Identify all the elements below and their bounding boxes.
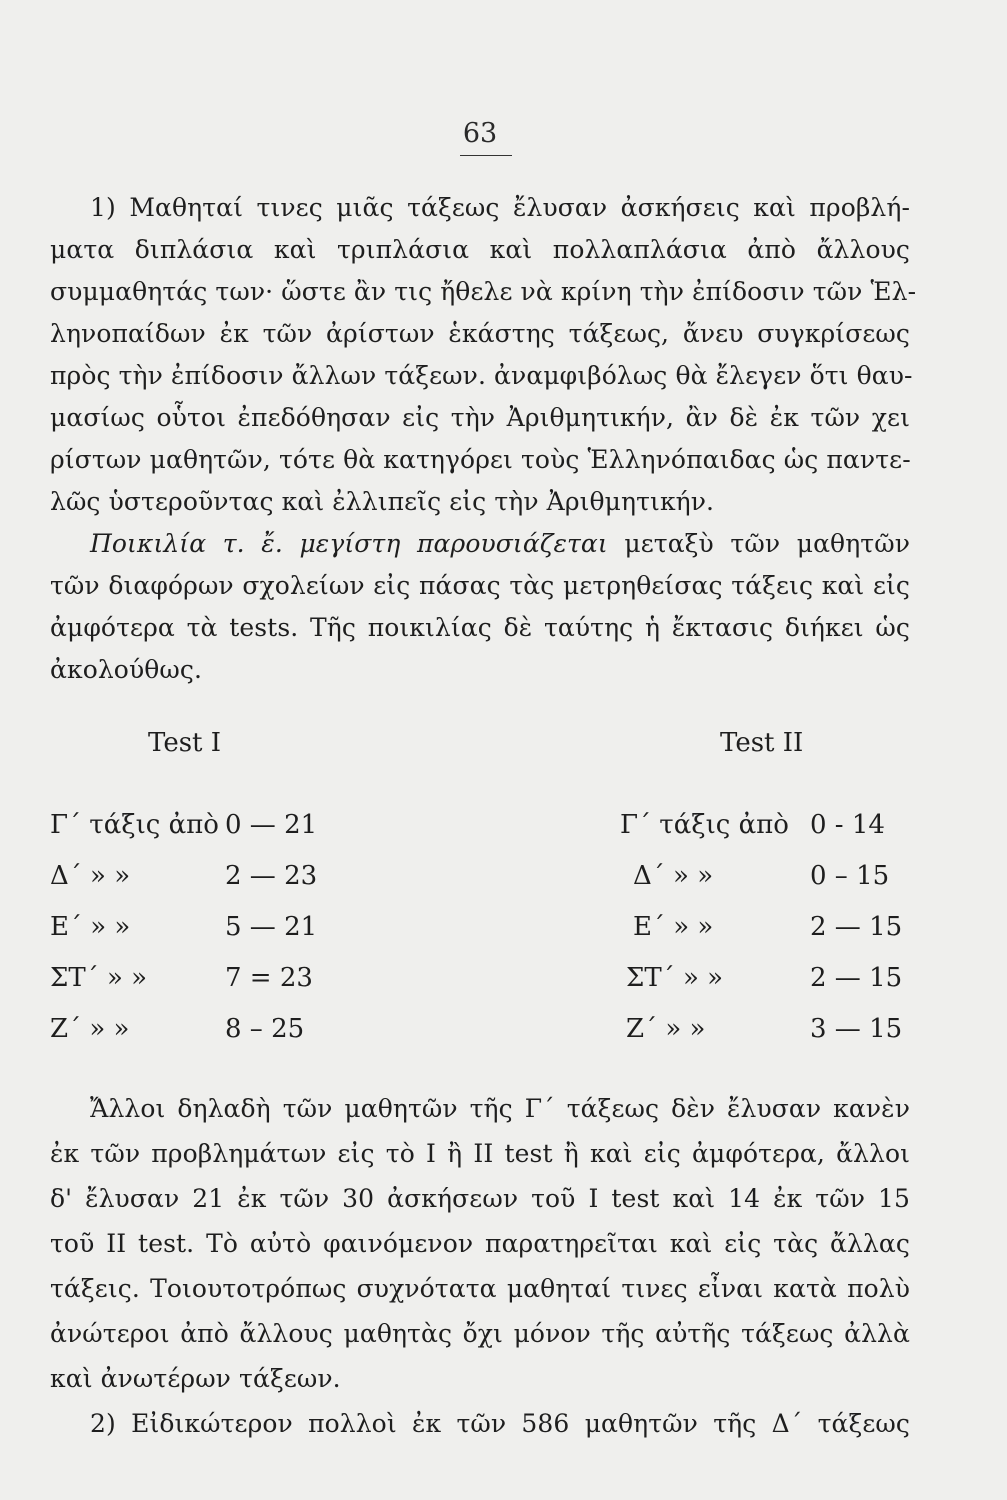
range-1: 0 — 21 bbox=[225, 810, 318, 840]
text-line: ἀμφότερα τὰ tests. Τῆς ποικιλίας δὲ ταύτης ἡ ἔκτασις διήκει ὡς bbox=[50, 613, 910, 642]
range-2: 3 — 15 bbox=[810, 1014, 903, 1044]
class-label-2: Ε΄ » » bbox=[633, 912, 714, 942]
paragraph-3 bbox=[50, 1086, 910, 1446]
class-label-1: ΣΤ΄ » » bbox=[50, 963, 148, 993]
text-line: 1) Μαθηταί τινες μιᾶς τάξεως ἔλυσαν ἀσκήσεις καὶ προβλή- bbox=[90, 193, 910, 222]
text-line: ληνοπαίδων ἐκ τῶν ἀρίστων ἑκάστης τάξεως, ἄνευ συγκρίσεως bbox=[50, 319, 910, 348]
text-line: ρίστων μαθητῶν, τότε θὰ κατηγόρει τοὺς Ἑλληνόπαιδας ὡς παντε- bbox=[50, 445, 911, 474]
range-2: 0 - 14 bbox=[810, 810, 885, 840]
table-row bbox=[50, 810, 910, 861]
table-rows bbox=[50, 810, 910, 1065]
text-line: Ἄλλοι δηλαδὴ τῶν μαθητῶν τῆς Γ΄ τάξεως δὲν ἔλυσαν κανὲν bbox=[90, 1094, 910, 1123]
text-line: συμμαθητάς των· ὥστε ἂν τις ἤθελε νὰ κρίνη τὴν ἐπίδοσιν τῶν Ἑλ- bbox=[50, 277, 917, 306]
class-label-2: ΣΤ΄ » » bbox=[626, 963, 724, 993]
text-line: ἀκολούθως. bbox=[50, 655, 203, 684]
text-line: δ' ἔλυσαν 21 ἐκ τῶν 30 ἀσκήσεων τοῦ I test καὶ 14 ἐκ τῶν 15 bbox=[50, 1184, 910, 1213]
paragraph-2-first-line bbox=[50, 523, 910, 565]
text-line: μασίως οὗτοι ἐπεδόθησαν εἰς τὴν Ἀριθμητικήν, ἂν δὲ ἐκ τῶν χει bbox=[50, 403, 910, 432]
class-label-2: Ζ΄ » » bbox=[626, 1014, 706, 1044]
class-label-1: Δ΄ » » bbox=[50, 861, 131, 891]
range-1: 2 — 23 bbox=[225, 861, 318, 891]
text-line: ἀνώτεροι ἀπὸ ἄλλους μαθητὰς ὄχι μόνον τῆς αὐτῆς τάξεως ἀλλὰ bbox=[50, 1319, 910, 1348]
class-label-1: Γ΄ τάξις ἀπὸ bbox=[50, 810, 219, 840]
table-row bbox=[50, 963, 910, 1014]
range-1: 8 – 25 bbox=[225, 1014, 305, 1044]
class-label-2: Γ΄ τάξις ἀπὸ bbox=[620, 810, 789, 840]
table-row bbox=[50, 1014, 910, 1065]
text-line: 2) Εἰδικώτερον πολλοὶ ἐκ τῶν 586 μαθητῶν τῆς Δ΄ τάξεως bbox=[90, 1409, 910, 1438]
text-line: τοῦ II test. Τὸ αὐτὸ φαινόμενον παρατηρεῖται καὶ εἰς τὰς ἄλλας bbox=[50, 1229, 910, 1258]
class-label-2: Δ΄ » » bbox=[633, 861, 714, 891]
range-1: 5 — 21 bbox=[225, 912, 318, 942]
test-2-header: Test II bbox=[720, 728, 804, 758]
table-row bbox=[50, 912, 910, 963]
text-line: ἐκ τῶν προβλημάτων εἰς τὸ I ἢ II test ἢ καὶ εἰς ἀμφότερα, ἄλλοι bbox=[50, 1139, 910, 1168]
class-label-1: Ζ΄ » » bbox=[50, 1014, 130, 1044]
text-line: τάξεις. Τοιουτοτρόπως συχνότατα μαθηταί τινες εἶναι κατὰ πολὺ bbox=[50, 1274, 910, 1303]
italic-phrase: Ποικιλία τ. ἔ. μεγίστη παρουσιάζεται bbox=[90, 529, 608, 558]
range-2: 0 – 15 bbox=[810, 861, 890, 891]
header-rule bbox=[460, 155, 512, 156]
test-1-header: Test I bbox=[148, 728, 222, 758]
class-label-1: Ε΄ » » bbox=[50, 912, 131, 942]
page-number: 63 bbox=[462, 118, 498, 149]
text-line: λῶς ὑστεροῦντας καὶ ἐλλιπεῖς εἰς τὴν Ἀριθμητικήν. bbox=[50, 487, 715, 516]
paragraph-1 bbox=[50, 187, 917, 691]
range-2: 2 — 15 bbox=[810, 963, 903, 993]
range-table bbox=[50, 728, 910, 1044]
range-2: 2 — 15 bbox=[810, 912, 903, 942]
text-line: καὶ ἀνωτέρων τάξεων. bbox=[50, 1364, 341, 1393]
table-header bbox=[50, 728, 910, 772]
text-line: πρὸς τὴν ἐπίδοσιν ἄλλων τάξεων. ἀναμφιβόλως θὰ ἔλεγεν ὅτι θαυ- bbox=[50, 361, 913, 390]
text-span: μεταξὺ τῶν μαθητῶν bbox=[607, 529, 910, 558]
text-line: τῶν διαφόρων σχολείων εἰς πάσας τὰς μετρηθείσας τάξεις καὶ εἰς bbox=[50, 571, 910, 600]
text-line: ματα διπλάσια καὶ τριπλάσια καὶ πολλαπλάσια ἀπὸ ἄλλους bbox=[50, 235, 910, 264]
table-row bbox=[50, 861, 910, 912]
range-1: 7 = 23 bbox=[225, 963, 313, 993]
